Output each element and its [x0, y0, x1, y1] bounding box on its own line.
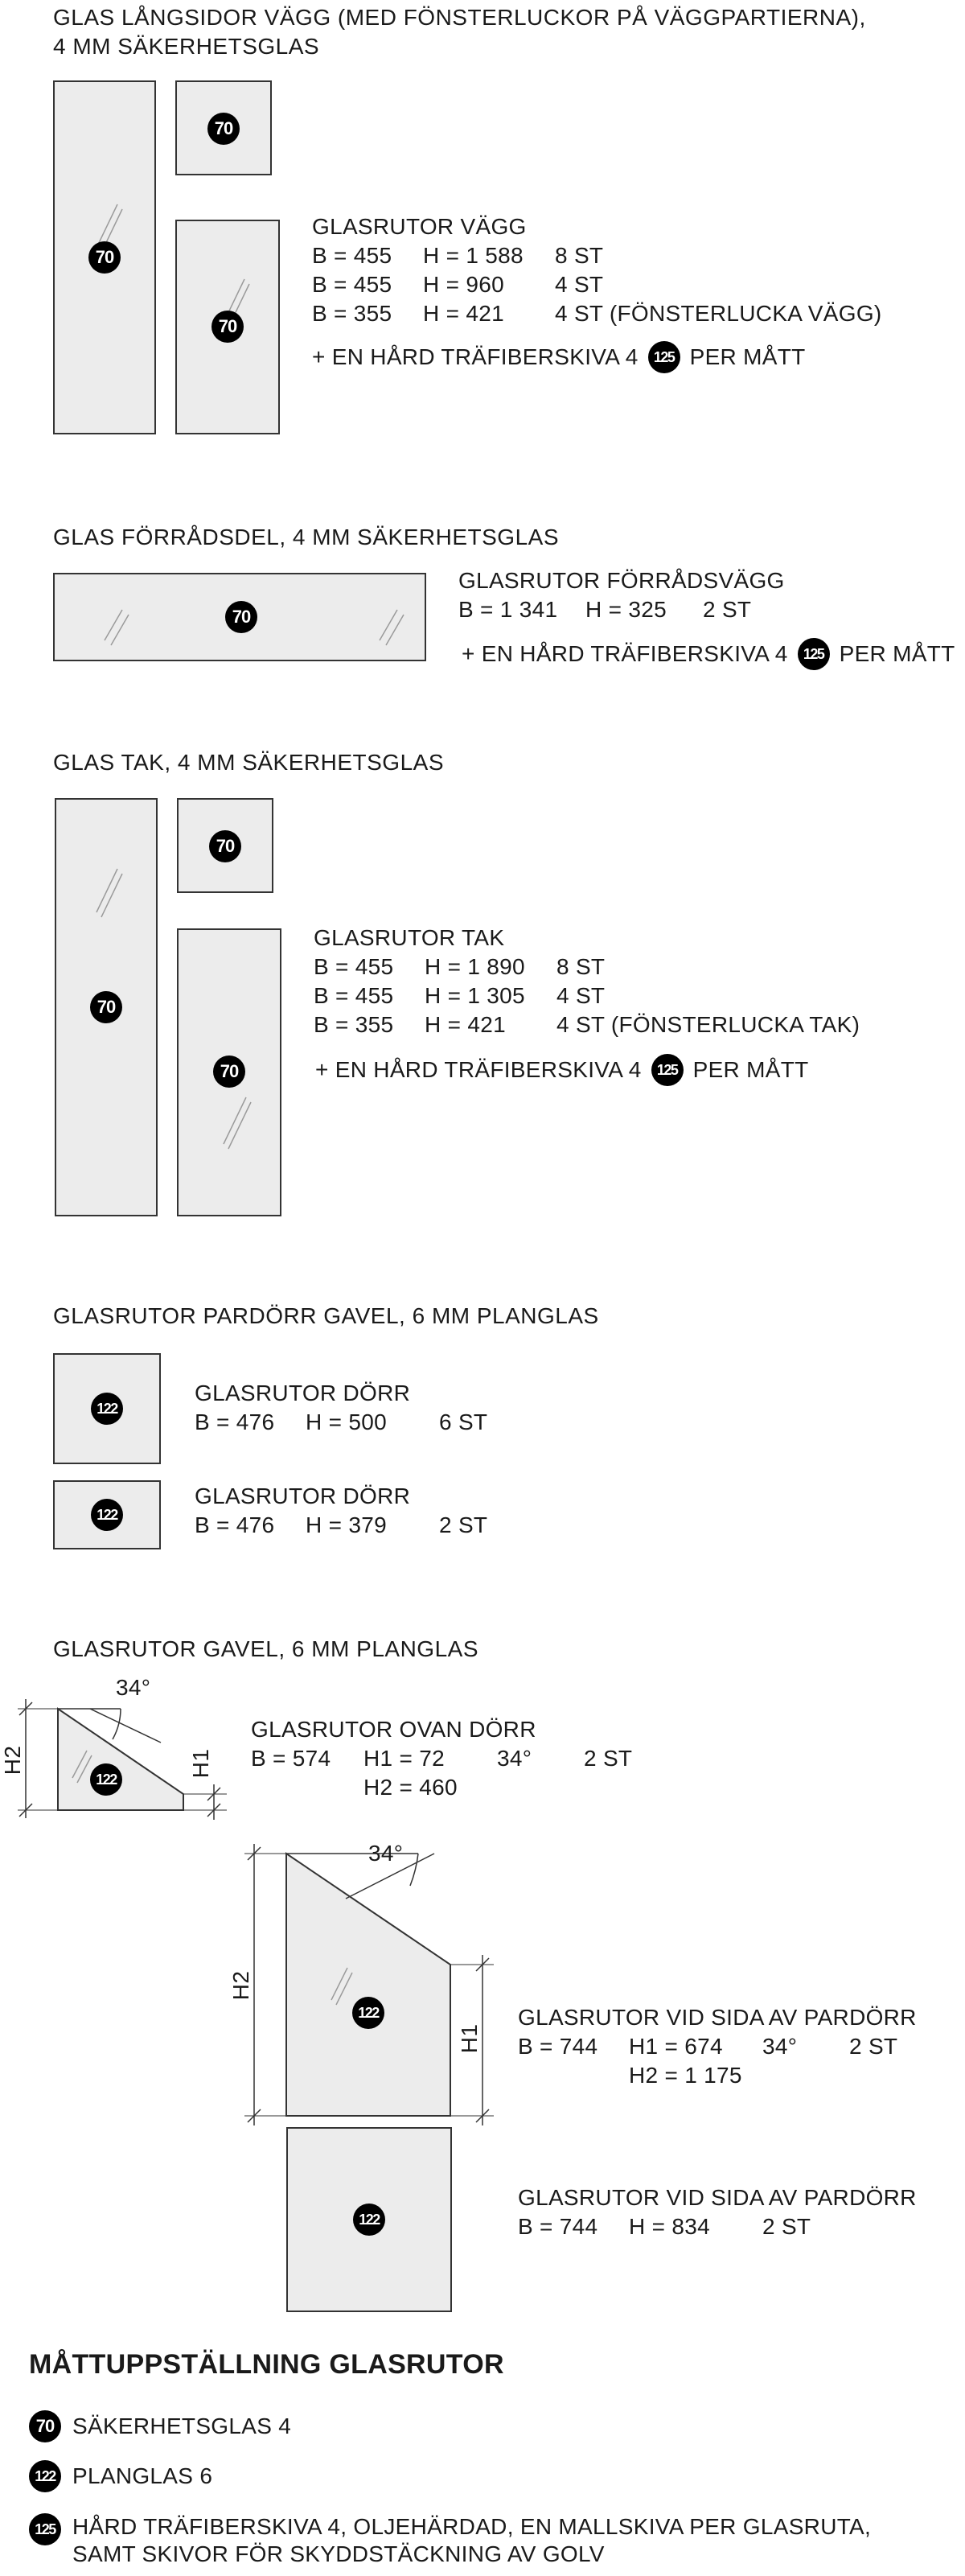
badge-70: 70 — [225, 601, 257, 633]
side-door-rect-spec — [518, 2183, 952, 2245]
door-spec-title: GLASRUTOR DÖRR — [195, 1381, 411, 1405]
roof-row-b: B = 355 — [314, 1012, 394, 1037]
roof-row-h: H = 421 — [425, 1012, 506, 1037]
side-door-rect-qty: 2 ST — [762, 2214, 811, 2239]
above-door-angle-label: 34° — [116, 1675, 151, 1700]
side-door-h2-label: H2 — [228, 1970, 254, 2001]
above-door-h1-label: H1 — [188, 1748, 214, 1779]
badge-122: 122 — [352, 1997, 384, 2029]
side-door-angle: 34° — [762, 2034, 798, 2059]
storage-heading: GLAS FÖRRÅDSDEL, 4 MM SÄKERHETSGLAS — [53, 525, 559, 549]
side-door-title: GLASRUTOR VID SIDA AV PARDÖRR — [518, 2005, 917, 2030]
walls-spec-title: GLASRUTOR VÄGG — [312, 214, 527, 239]
walls-row-h: H = 421 — [423, 301, 504, 326]
badge-125: 125 — [651, 1054, 684, 1086]
side-door-rect-title: GLASRUTOR VID SIDA AV PARDÖRR — [518, 2185, 917, 2210]
badge-70: 70 — [88, 241, 121, 274]
door-heading: GLASRUTOR PARDÖRR GAVEL, 6 MM PLANGLAS — [53, 1303, 599, 1328]
storage-row-b: B = 1 341 — [458, 597, 558, 622]
walls-extra-suffix: PER MÅTT — [689, 344, 806, 369]
gable-heading: GLASRUTOR GAVEL, 6 MM PLANGLAS — [53, 1636, 479, 1661]
above-door-angle: 34° — [497, 1746, 532, 1771]
badge-70: 70 — [207, 113, 240, 145]
badge-125: 125 — [648, 341, 680, 373]
side-door-h1: H1 = 674 — [629, 2034, 723, 2059]
badge-122: 122 — [353, 2204, 385, 2236]
door-row-h: H = 379 — [306, 1512, 387, 1537]
door-spec-title: GLASRUTOR DÖRR — [195, 1483, 411, 1508]
door-row-qty: 2 ST — [439, 1512, 488, 1537]
roof-extra-prefix: + EN HÅRD TRÄFIBERSKIVA 4 — [315, 1057, 642, 1082]
badge-122: 122 — [91, 1499, 123, 1531]
roof-row-h: H = 1 305 — [425, 983, 525, 1008]
walls-row-b: B = 455 — [312, 272, 392, 297]
badge-122: 122 — [91, 1393, 123, 1425]
door-row-b: B = 476 — [195, 1512, 275, 1537]
walls-row-qty: 8 ST — [555, 243, 604, 268]
roof-row-qty: 8 ST — [556, 954, 606, 979]
walls-row-h: H = 1 588 — [423, 243, 524, 268]
side-door-angle-label: 34° — [368, 1841, 404, 1866]
legend-title: MÅTTUPPSTÄLLNING GLASRUTOR — [29, 2349, 504, 2380]
badge-70: 70 — [29, 2410, 61, 2442]
badge-122: 122 — [29, 2460, 61, 2492]
legend-text-line1: HÅRD TRÄFIBERSKIVA 4, OLJEHÄRDAD, EN MALLSKIVA PER GLASRUTA, — [72, 2514, 872, 2539]
door-row-b: B = 476 — [195, 1409, 275, 1434]
side-door-rect-b: B = 744 — [518, 2214, 598, 2239]
badge-70: 70 — [209, 830, 241, 862]
roof-row-qty: 4 ST (FÖNSTERLUCKA TAK) — [556, 1012, 860, 1037]
walls-heading-line1: GLAS LÅNGSIDOR VÄGG (MED FÖNSTERLUCKOR PÅ VÄGGPARTIERNA), — [53, 5, 866, 30]
door-row-h: H = 500 — [306, 1409, 387, 1434]
above-door-h2-label: H2 — [0, 1745, 26, 1776]
above-door-b: B = 574 — [251, 1746, 331, 1771]
walls-row-qty: 4 ST (FÖNSTERLUCKA VÄGG) — [555, 301, 882, 326]
side-door-qty: 2 ST — [849, 2034, 898, 2059]
walls-row-qty: 4 ST — [555, 272, 604, 297]
above-door-spec — [251, 1715, 669, 1805]
roof-extra-suffix: PER MÅTT — [692, 1057, 809, 1082]
storage-row-qty: 2 ST — [703, 597, 752, 622]
gable-side-door-pane — [244, 1844, 494, 2125]
above-door-title: GLASRUTOR OVAN DÖRR — [251, 1717, 536, 1742]
side-door-rect-pane — [286, 2127, 452, 2312]
walls-row-h: H = 960 — [423, 272, 504, 297]
legend-text-line2: SAMT SKIVOR FÖR SKYDDSTÄCKNING AV GOLV — [72, 2541, 605, 2566]
roof-row-h: H = 1 890 — [425, 954, 525, 979]
legend-item-125 — [29, 2513, 871, 2568]
roof-row-b: B = 455 — [314, 983, 394, 1008]
walls-heading-line2: 4 MM SÄKERHETSGLAS — [53, 34, 320, 59]
legend-text-block — [72, 2513, 871, 2568]
storage-extra-prefix: + EN HÅRD TRÄFIBERSKIVA 4 — [462, 641, 788, 666]
legend-text: PLANGLAS 6 — [72, 2463, 213, 2488]
legend-item-122 — [29, 2460, 212, 2492]
storage-extra-suffix: PER MÅTT — [839, 641, 955, 666]
storage-row-h: H = 325 — [585, 597, 667, 622]
badge-125: 125 — [798, 638, 830, 670]
side-door-h1-label: H1 — [457, 2023, 482, 2054]
above-door-h2: H2 = 460 — [363, 1775, 458, 1800]
badge-70: 70 — [213, 1056, 245, 1088]
roof-spec-title: GLASRUTOR TAK — [314, 925, 505, 950]
above-door-h1: H1 = 72 — [363, 1746, 445, 1771]
storage-spec-title: GLASRUTOR FÖRRÅDSVÄGG — [458, 568, 785, 593]
side-door-h2: H2 = 1 175 — [629, 2063, 742, 2088]
roof-row-b: B = 455 — [314, 954, 394, 979]
legend-item-70 — [29, 2410, 291, 2442]
walls-row-b: B = 355 — [312, 301, 392, 326]
badge-125: 125 — [29, 2513, 61, 2545]
side-door-b: B = 744 — [518, 2034, 598, 2059]
walls-extra-prefix: + EN HÅRD TRÄFIBERSKIVA 4 — [312, 344, 639, 369]
roof-heading: GLAS TAK, 4 MM SÄKERHETSGLAS — [53, 750, 444, 775]
door-row-qty: 6 ST — [439, 1409, 488, 1434]
side-door-spec — [518, 2003, 952, 2093]
badge-70: 70 — [90, 991, 122, 1023]
side-door-rect-h: H = 834 — [629, 2214, 710, 2239]
roof-row-qty: 4 ST — [556, 983, 606, 1008]
walls-row-b: B = 455 — [312, 243, 392, 268]
badge-122: 122 — [90, 1763, 122, 1796]
above-door-qty: 2 ST — [584, 1746, 633, 1771]
badge-70: 70 — [211, 311, 244, 343]
legend-text: SÄKERHETSGLAS 4 — [72, 2413, 292, 2438]
